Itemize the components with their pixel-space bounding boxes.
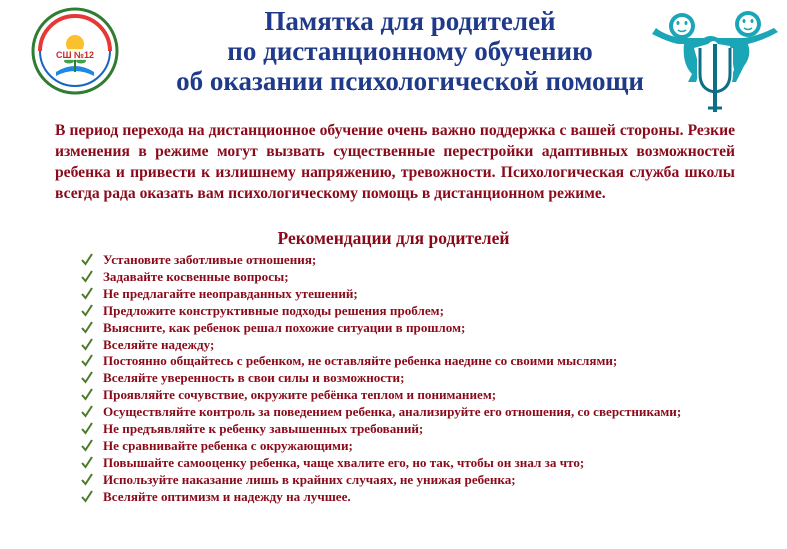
list-item bbox=[80, 337, 735, 354]
checkmark-icon bbox=[81, 337, 93, 351]
list-item-text: Не предлагайте неоправданных утешений; bbox=[103, 285, 358, 301]
list-item bbox=[80, 252, 735, 269]
list-item-text: Осуществляйте контроль за поведением ребенка, анализируйте его отношения, со сверстниками; bbox=[103, 404, 682, 420]
list-item bbox=[80, 438, 735, 455]
list-item-text: Установите заботливые отношения; bbox=[103, 252, 317, 267]
list-item bbox=[80, 387, 735, 404]
checkmark-icon bbox=[81, 252, 93, 266]
checkmark-icon bbox=[81, 438, 93, 452]
list-item bbox=[80, 489, 735, 506]
emblem-text: СШ №12 bbox=[55, 50, 95, 60]
checkmark-icon bbox=[81, 303, 93, 317]
list-item-text: Предложите конструктивные подходы решения проблем; bbox=[103, 302, 444, 318]
recommendations-heading: Рекомендации для родителей bbox=[277, 228, 510, 248]
list-item bbox=[80, 455, 735, 472]
checkmark-icon bbox=[81, 269, 93, 283]
list-item-text: Используйте наказание лишь в крайних случаях, не унижая ребенка; bbox=[103, 471, 516, 487]
title-line-1: Памятка для родителей bbox=[264, 6, 556, 36]
list-item-text: Задавайте косвенные вопросы; bbox=[103, 268, 289, 284]
list-item-text: Проявляйте сочувствие, окружите ребёнка теплом и пониманием; bbox=[103, 387, 497, 403]
list-item-text: Не предъявляйте к ребенку завышенных требований; bbox=[103, 421, 424, 437]
list-item-text: Вселяйте надежду; bbox=[103, 336, 215, 352]
title-line-2: по дистанционному обучению bbox=[227, 36, 593, 66]
checkmark-icon bbox=[81, 404, 93, 418]
title-line-3: об оказании психологической помощи bbox=[176, 66, 644, 96]
list-item bbox=[80, 269, 735, 286]
list-item-text: Повышайте самооценку ребенка, чаще хвалите его, но так, чтобы он знал за что; bbox=[103, 454, 585, 470]
checkmark-icon bbox=[81, 421, 93, 435]
list-item-text: Выясните, как ребенок решал похожие ситуации в прошлом; bbox=[103, 319, 466, 335]
list-item-text: Вселяйте оптимизм и надежду на лучшее. bbox=[103, 488, 351, 504]
list-item-text: Не сравнивайте ребенка с окружающими; bbox=[103, 437, 353, 453]
list-item bbox=[80, 421, 735, 438]
list-item bbox=[80, 303, 735, 320]
checkmark-icon bbox=[81, 320, 93, 334]
page-title bbox=[90, 6, 730, 96]
checkmark-icon bbox=[81, 387, 93, 401]
list-item bbox=[80, 404, 735, 421]
checkmark-icon bbox=[81, 489, 93, 503]
list-item bbox=[80, 320, 735, 337]
list-item-text: Постоянно общайтесь с ребенком, не оставляйте ребенка наедине со своими мыслями; bbox=[103, 353, 618, 369]
recommendations-list bbox=[80, 252, 735, 506]
list-item bbox=[80, 472, 735, 489]
checkmark-icon bbox=[81, 353, 93, 367]
list-item bbox=[80, 353, 735, 370]
list-item bbox=[80, 370, 735, 387]
list-item bbox=[80, 286, 735, 303]
intro-paragraph: В период перехода на дистанционное обучение очень важно поддержка с вашей стороны. Резкие изменения в режиме могут вызвать существенные перестройки адаптивных возможностей ребенка и привести к излишнему напряжению, тревожности. Психологическая служба школы всегда рада оказать вам психологическому помощь в дистанционном режиме. bbox=[55, 122, 735, 202]
checkmark-icon bbox=[81, 472, 93, 486]
checkmark-icon bbox=[81, 286, 93, 300]
checkmark-icon bbox=[81, 455, 93, 469]
list-item-text: Вселяйте уверенность в свои силы и возможности; bbox=[103, 370, 405, 386]
checkmark-icon bbox=[81, 370, 93, 384]
